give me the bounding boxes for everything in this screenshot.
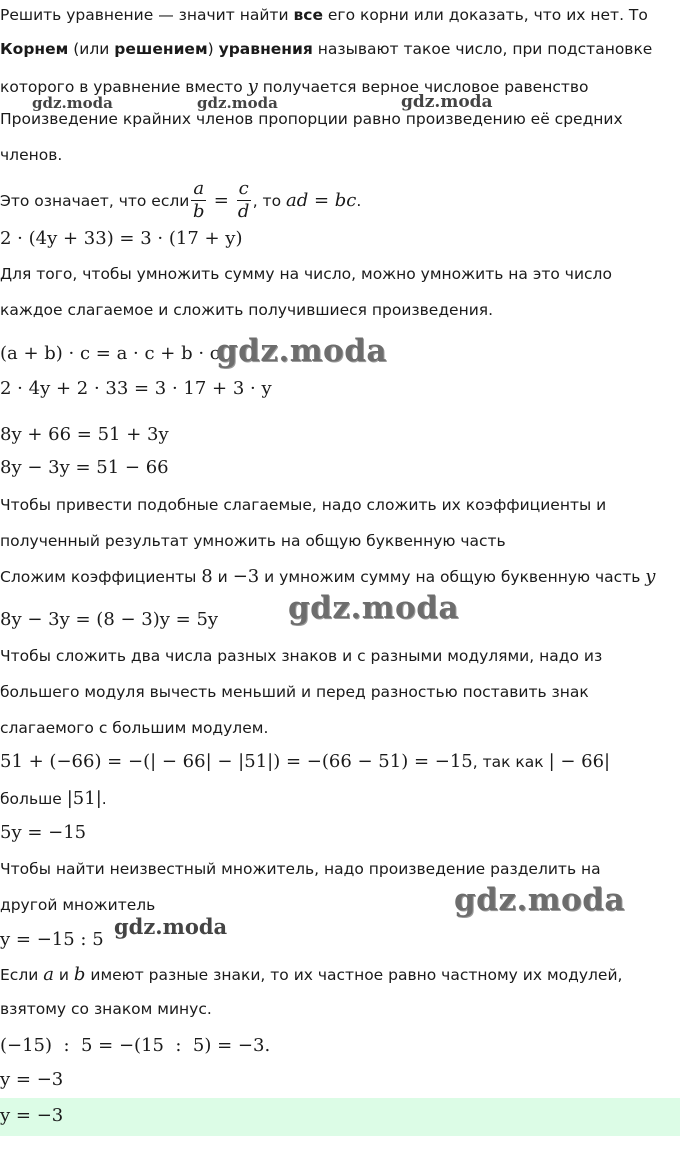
watermark: gdz.moda — [197, 94, 278, 112]
proportion-means — [0, 178, 361, 223]
variable-y: y — [247, 76, 258, 97]
equation-step-5: 5y = −15 — [0, 822, 87, 843]
watermark: gdz.moda — [401, 92, 493, 112]
variable-y: y — [645, 566, 656, 587]
signs-rule-1: Чтобы сложить два числа разных знаков и с разными модулями, надо из — [0, 647, 603, 665]
text: , то — [252, 191, 286, 210]
signs-comparison — [0, 788, 107, 809]
intro-text: ) — [207, 40, 219, 58]
text: и — [53, 966, 74, 984]
variable-a: a — [43, 964, 54, 985]
equation-step-2: 2 · 4y + 2 · 33 = 3 · 17 + 3 · y — [0, 378, 272, 399]
equation-step-4: 8y − 3y = 51 − 66 — [0, 457, 169, 478]
text: и — [212, 568, 233, 586]
absolute-value: | − 66| — [548, 751, 611, 772]
watermark: gdz.moda — [288, 590, 459, 626]
like-terms-formula: 8y − 3y = (8 − 3)y = 5y — [0, 609, 219, 630]
equation-step-3: 8y + 66 = 51 + 3y — [0, 424, 169, 445]
factor-rule-2: другой множитель — [0, 896, 156, 914]
absolute-value: |51| — [66, 788, 102, 809]
signs-rule-3: слагаемого с большим модулем. — [0, 719, 269, 737]
numerator: a — [193, 178, 205, 199]
division-rule-2: взятому со знаком минус. — [0, 1000, 212, 1018]
fraction-c-d — [237, 178, 251, 223]
signs-calculation — [0, 751, 610, 772]
equation-step-1: 2 · (4y + 33) = 3 · (17 + y) — [0, 228, 243, 249]
text: . — [356, 191, 362, 210]
distributive-rule-1: Для того, чтобы умножить сумму на число, можно умножить на это число — [0, 265, 612, 283]
proportion-rule-2: членов. — [0, 146, 63, 164]
intro-text: называют такое число, при подстановке — [312, 40, 653, 58]
intro-text: его корни или доказать, что их нет. То — [322, 6, 648, 24]
like-terms-rule-1: Чтобы привести подобные слагаемые, надо сложить их коэффициенты и — [0, 496, 607, 514]
intro-text: Решить уравнение — значит найти — [0, 6, 294, 24]
denominator: d — [237, 201, 250, 222]
equation-step-7: y = −3 — [0, 1069, 64, 1090]
intro-bold-all: все — [293, 6, 323, 24]
like-terms-rule-2: полученный результат умножить на общую буквенную часть — [0, 532, 506, 550]
proportion-rule-1: Произведение крайних членов пропорции равно произведению её средних — [0, 110, 623, 128]
answer-value: y = −3 — [0, 1105, 64, 1126]
text: , так как — [472, 753, 549, 771]
answer-box — [0, 1098, 680, 1136]
calculation: (−15) : 5 = −(15 : 5) = −3 — [0, 1035, 265, 1056]
text: . — [264, 1035, 271, 1056]
division-calculation — [0, 1035, 270, 1056]
text: больше — [0, 790, 67, 808]
watermark: gdz.moda — [114, 914, 228, 939]
intro-line-2 — [0, 40, 652, 58]
distributive-rule-2: каждое слагаемое и сложить получившиеся произведения. — [0, 301, 494, 319]
intro-text: (или — [68, 40, 115, 58]
term-root: Корнем — [0, 40, 69, 58]
distributive-formula: (a + b) · c = a · c + b · c — [0, 343, 220, 364]
text: Если — [0, 966, 44, 984]
factor-rule-1: Чтобы найти неизвестный множитель, надо произведение разделить на — [0, 860, 601, 878]
text: имеют разные знаки, то их частное равно частному их модулей, — [85, 966, 623, 984]
proportion-result: ad = bc — [286, 190, 357, 211]
coefficient: −3 — [232, 566, 260, 587]
intro-text: которого в уравнение вместо — [0, 78, 248, 96]
division-rule-1 — [0, 964, 622, 985]
intro-line-1 — [0, 6, 648, 24]
text: . — [101, 790, 107, 808]
like-terms-combine — [0, 566, 655, 587]
term-solution: решением — [114, 40, 208, 58]
numerator: c — [238, 178, 249, 199]
fraction-a-b — [191, 178, 206, 223]
term-equation: уравнения — [218, 40, 313, 58]
calculation: 51 + (−66) = −(| − 66| − |51|) = −(66 − 51) = −15 — [0, 751, 473, 772]
text: и умножим сумму на общую буквенную часть — [259, 568, 646, 586]
watermark: gdz.moda — [454, 882, 625, 918]
text: Сложим коэффициенты — [0, 568, 202, 586]
intro-text: получается верное числовое равенство — [257, 78, 589, 96]
signs-rule-2: большего модуля вычесть меньший и перед разностью поставить знак — [0, 683, 589, 701]
equals-sign: = — [208, 190, 235, 211]
coefficient: 8 — [201, 566, 213, 587]
denominator: b — [192, 201, 205, 222]
variable-b: b — [73, 964, 86, 985]
watermark: gdz.moda — [216, 333, 387, 369]
watermark: gdz.moda — [32, 94, 113, 112]
text: Это означает, что если — [0, 191, 190, 210]
equation-step-6: y = −15 : 5 — [0, 929, 104, 950]
